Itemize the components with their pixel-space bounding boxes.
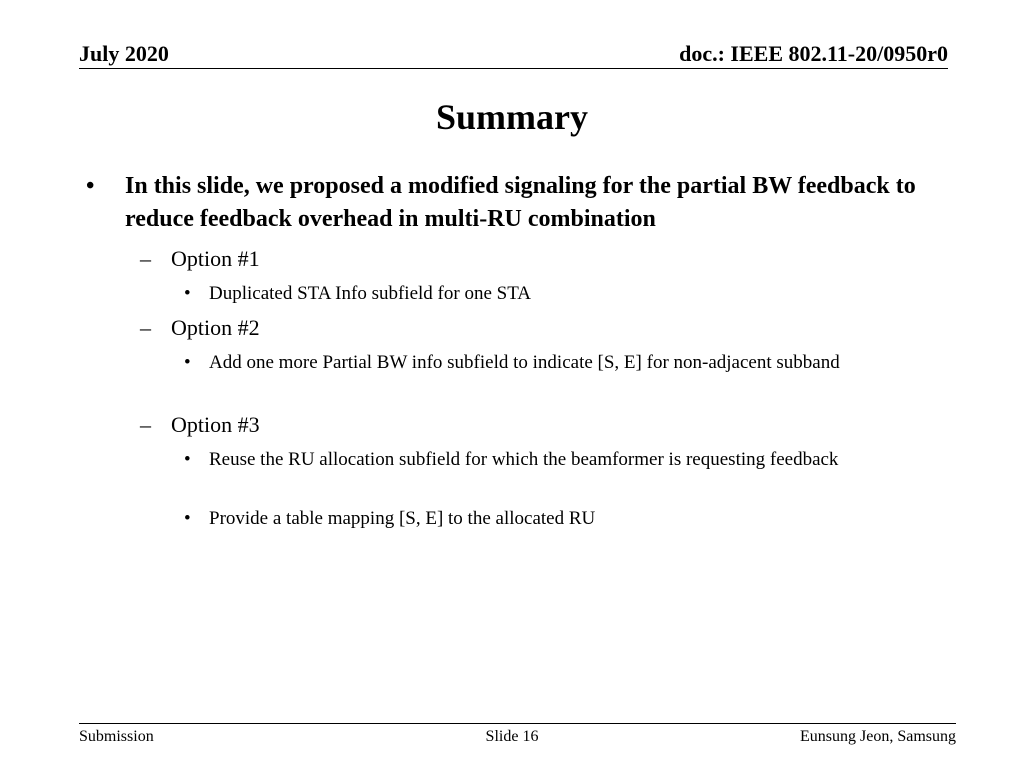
footer-divider — [79, 723, 956, 724]
sub-sub-bullet-text: Reuse the RU allocation subfield for which the beamformer is requesting feedback — [209, 449, 839, 470]
bullet-marker: • — [184, 508, 191, 529]
bullet-marker: • — [184, 352, 191, 373]
dash-marker: – — [140, 246, 151, 271]
footer-author: Eunsung Jeon, Samsung — [800, 728, 956, 745]
header-doc-id: doc.: IEEE 802.11-20/0950r0 — [679, 41, 948, 66]
footer-slide-number: Slide 16 — [485, 728, 539, 745]
slide-title: Summary — [436, 97, 588, 137]
sub-bullet-text: Option #3 — [171, 412, 260, 437]
bullet-marker: • — [184, 283, 191, 304]
bullet-marker: • — [184, 449, 191, 470]
bullet-marker: • — [86, 173, 95, 199]
footer-submission: Submission — [79, 728, 154, 745]
bullet-text: In this slide, we proposed a modified signaling for the partial BW feedback to reduce feedback overhead in multi-RU combination — [125, 173, 916, 232]
sub-sub-bullet-text: Provide a table mapping [S, E] to the allocated RU — [209, 508, 596, 529]
sub-bullet-item — [140, 245, 940, 273]
sub-sub-bullet-text: Duplicated STA Info subfield for one STA — [209, 283, 532, 304]
sub-sub-bullet-text: Add one more Partial BW info subfield to indicate [S, E] for non-adjacent subband — [209, 352, 840, 373]
sub-bullet-item — [140, 411, 940, 439]
dash-marker: – — [140, 315, 151, 340]
sub-bullet-text: Option #2 — [171, 315, 260, 340]
sub-bullet-text: Option #1 — [171, 246, 260, 271]
sub-bullet-item — [140, 314, 940, 342]
dash-marker: – — [140, 412, 151, 437]
header-date: July 2020 — [79, 41, 169, 66]
